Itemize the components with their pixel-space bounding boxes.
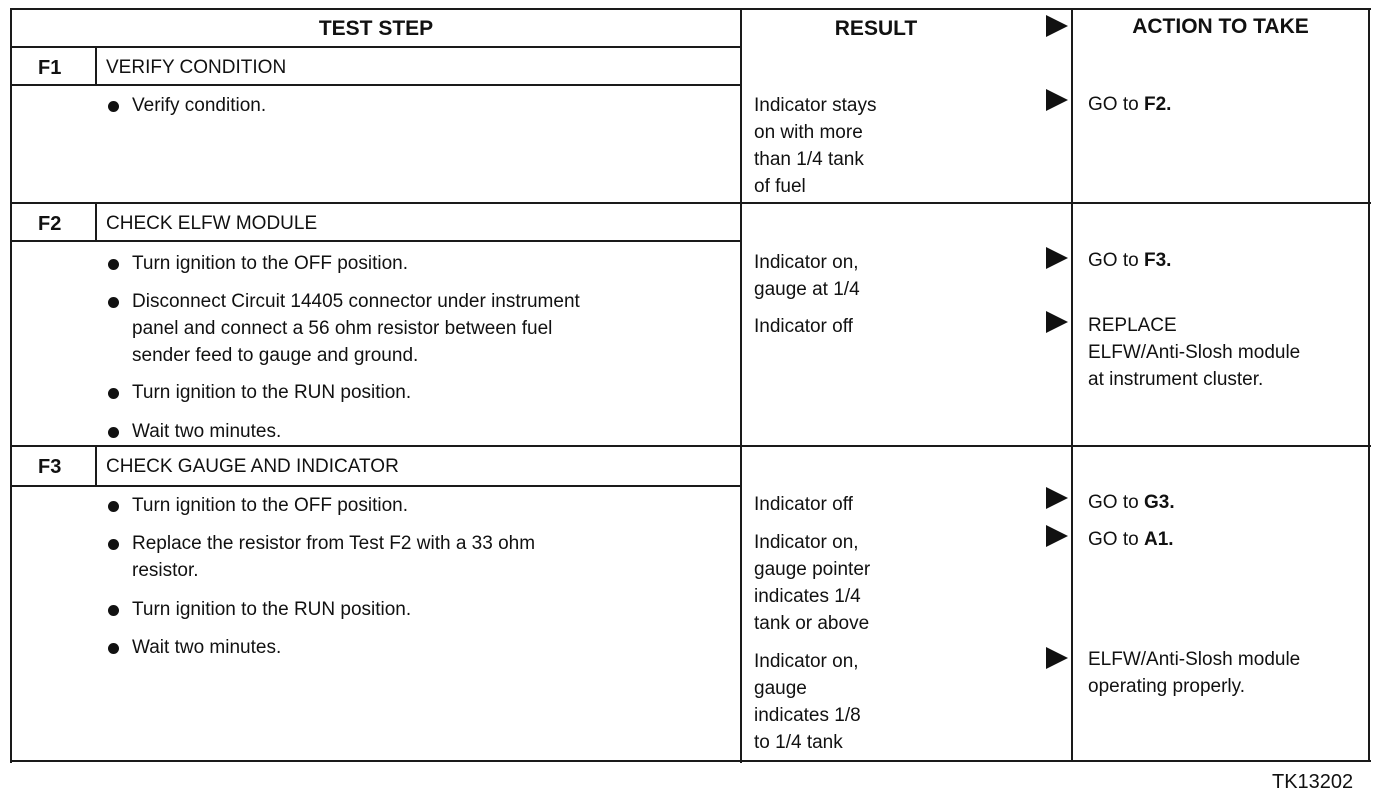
arrow-icon: [1046, 525, 1068, 547]
table-right-border: [1368, 8, 1370, 760]
f1-id-divider: [95, 47, 97, 84]
result-text: Indicator stays on with more than 1/4 tank of fuel: [754, 95, 877, 197]
result-text: Indicator off: [754, 316, 853, 337]
header-result: RESULT: [834, 17, 918, 40]
header-test-step: TEST STEP: [318, 17, 434, 40]
bullet-icon: [108, 388, 119, 399]
step-id-f3: F3: [38, 456, 62, 478]
header-action: ACTION TO TAKE: [1132, 15, 1309, 38]
table-left-border: [10, 8, 12, 763]
arrow-icon: [1046, 247, 1068, 269]
action-text: GO to F2.: [1088, 94, 1172, 115]
bullet-icon: [108, 427, 119, 438]
f1-title-bottom: [11, 84, 742, 86]
bullet-icon: [108, 297, 119, 308]
result-text: Indicator on, gauge at 1/4: [754, 252, 860, 300]
f3-id-divider: [95, 446, 97, 486]
f1-bottom: [11, 202, 1371, 204]
bullet-icon: [108, 605, 119, 616]
arrow-icon: [1046, 487, 1068, 509]
action-text: GO to A1.: [1088, 529, 1174, 550]
arrow-icon: [1046, 311, 1068, 333]
bullet-icon: [108, 539, 119, 550]
figure-code: TK13202: [1272, 771, 1354, 793]
f2-bottom: [11, 445, 1371, 447]
step-id-f1: F1: [38, 57, 62, 79]
table-bottom-border: [11, 760, 1371, 762]
step-id-f2: F2: [38, 213, 62, 235]
step-title-f1: VERIFY CONDITION: [106, 57, 287, 78]
bullet-icon: [108, 101, 119, 112]
arrow-icon: [1046, 647, 1068, 669]
step-title-f2: CHECK ELFW MODULE: [106, 213, 318, 234]
result-text: Indicator on, gauge indicates 1/8 to 1/4 tank: [754, 651, 861, 753]
step-title-f3: CHECK GAUGE AND INDICATOR: [106, 456, 399, 477]
bullet-icon: [108, 501, 119, 512]
arrow-icon: [1046, 89, 1068, 111]
table-top-border: [11, 8, 1371, 10]
result-text: Indicator on, gauge pointer indicates 1/4 tank or above: [754, 532, 871, 634]
col-divider-result: [740, 8, 742, 763]
f2-id-divider: [95, 203, 97, 241]
col-divider-action: [1071, 8, 1073, 760]
action-text: GO to F3.: [1088, 250, 1172, 271]
f3-title-bottom: [11, 485, 742, 487]
action-text: GO to G3.: [1088, 492, 1175, 513]
header-bottom-border: [11, 46, 742, 48]
action-text: REPLACE ELFW/Anti-Slosh module at instrument cluster.: [1088, 315, 1301, 390]
action-text: ELFW/Anti-Slosh module operating properly.: [1088, 649, 1301, 697]
f2-title-bottom: [11, 240, 742, 242]
header-arrow-icon: [1046, 15, 1068, 37]
result-text: Indicator off: [754, 494, 853, 515]
bullet-icon: [108, 643, 119, 654]
bullet-icon: [108, 259, 119, 270]
